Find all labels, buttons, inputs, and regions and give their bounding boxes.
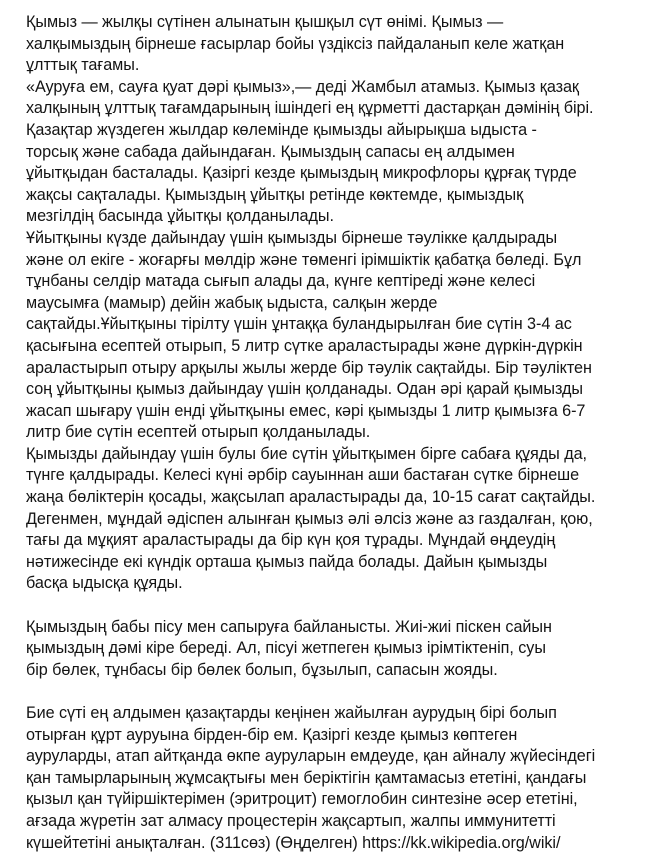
paragraph-kumys-health <box>26 703 650 854</box>
paragraph-kumys-churning <box>26 617 650 682</box>
text-line: араластырып отыру арқылы жылы жерде бір тәулік сақтайды. Бір тәуліктен <box>26 358 592 377</box>
text-line: және ол екіге - жоғарғы мөлдір және төменгі ірімшіктік қабатқа бөледі. Бұл <box>26 250 582 269</box>
text-line: тағы да мұқият араластырады да бір күн қоя тұрады. Мұндай өңдеудің <box>26 531 556 550</box>
text-line: күшейтетіні анықталған. (311сөз) (Өңделген) https://kk.wikipedia.org/wiki/ <box>26 833 561 852</box>
text-line: «Ауруға ем, сауға қуат дәрі қымыз»,— деді Жамбыл атамыз. Қымыз қазақ <box>26 77 579 96</box>
text-line: қымыздың дәмі кіре береді. Ал, пісуі жетпеген қымыз ірімтіктеніп, суы <box>26 639 546 658</box>
text-line: Ұйытқыны күзде дайындау үшін қымызды бірнеше тәулікке қалдырады <box>26 228 558 247</box>
text-line: сақтайды.Ұйытқыны тірілту үшін ұнтаққа буландырылған бие сүтін 3-4 ас <box>26 315 572 334</box>
text-line: бір бөлек, тұнбасы бір бөлек болып, бұзылып, сапасын жояды. <box>26 660 498 679</box>
text-line: халқының ұлттық тағамдарының ішіндегі ең құрметті дастарқан дәмінің бірі. <box>26 99 594 118</box>
text-line: қасығына есептей отырып, 5 литр сүтке араластырады және дүркін-дүркін <box>26 336 583 355</box>
text-line: тұнбаны селдір матада сығып алады да, күнге кептіреді және келесі <box>26 272 536 291</box>
text-line: мезгілдің басында ұйытқы қолданылады. <box>26 207 334 226</box>
text-line: торсық және сабада дайындаған. Қымыздың сапасы ең алдымен <box>26 142 515 161</box>
paragraph-kumys-intro <box>26 12 650 595</box>
text-line: отырған құрт ауруына бірден-бір ем. Қазіргі кезде қымыз көптеген <box>26 725 518 744</box>
paragraph-spacer <box>26 595 650 617</box>
text-line: ұйытқыдан басталады. Қазіргі кезде қымыздың микрофлоры құрғақ түрде <box>26 164 577 183</box>
text-line: Қазақтар жүздеген жылдар көлемінде қымызды айырықша ыдыста - <box>26 120 537 139</box>
text-line: Қымызды дайындау үшін булы бие сүтін ұйытқымен бірге сабаға құяды да, <box>26 444 587 463</box>
text-line: литр бие сүтін есептей отырып қолданылады. <box>26 423 371 442</box>
text-line: соң ұйытқыны қымыз дайындау үшін қолданады. Одан әрі қарай қымызды <box>26 380 583 399</box>
text-line: Қымыздың бабы пісу мен сапыруға байланысты. Жиі-жиі піскен сайын <box>26 617 552 636</box>
text-line: жасап шығару үшін енді ұйытқыны емес, кәрі қымызды 1 литр қымызға 6-7 <box>26 401 586 420</box>
text-line: ауруларды, атап айтқанда өкпе ауруларын емдеуде, қан айналу жүйесіндегі <box>26 747 596 766</box>
text-line: халқымыздың бірнеше ғасырлар бойы үздіксіз пайдаланып келе жатқан <box>26 34 565 53</box>
text-line: Бие сүті ең алдымен қазақтарды кеңінен жайылған аурудың бірі болып <box>26 704 557 722</box>
text-line: ағзада жүретін зат алмасу процестерін жақсартып, жалпы иммунитетті <box>26 811 556 830</box>
text-line: қан тамырларының жұмсақтығы мен беріктігін қамтамасыз ететіні, қандағы <box>26 768 587 787</box>
paragraph-spacer <box>26 681 650 703</box>
text-line: түнге қалдырады. Келесі күні әрбір сауыннан аши бастаған сүтке бірнеше <box>26 466 580 485</box>
text-line: маусымға (мамыр) дейін жабық ыдыста, салқын жерде <box>26 293 438 312</box>
text-line: Қымыз — жылқы сүтінен алынатын қышқыл сүт өнімі. Қымыз — <box>26 13 504 31</box>
text-line: жақсы сақталады. Қымыздың ұйытқы ретінде көктемде, қымыздық <box>26 185 524 204</box>
text-line: жаңа бөліктерін қосады, жақсылап араластырады да, 10-15 сағат сақтайды. <box>26 488 596 507</box>
text-line: басқа ыдысқа құяды. <box>26 574 183 593</box>
text-line: қызыл қан түйіршіктерімен (эритроцит) гемоглобин синтезіне әсер ететіні, <box>26 790 578 809</box>
text-line: ұлттық тағамы. <box>26 56 140 75</box>
text-line: нәтижесінде екі күндік орташа қымыз пайда болады. Дайын қымызды <box>26 552 548 571</box>
text-line: Дегенмен, мұндай әдіспен алынған қымыз әлі әлсіз және аз газдалған, қою, <box>26 509 593 528</box>
